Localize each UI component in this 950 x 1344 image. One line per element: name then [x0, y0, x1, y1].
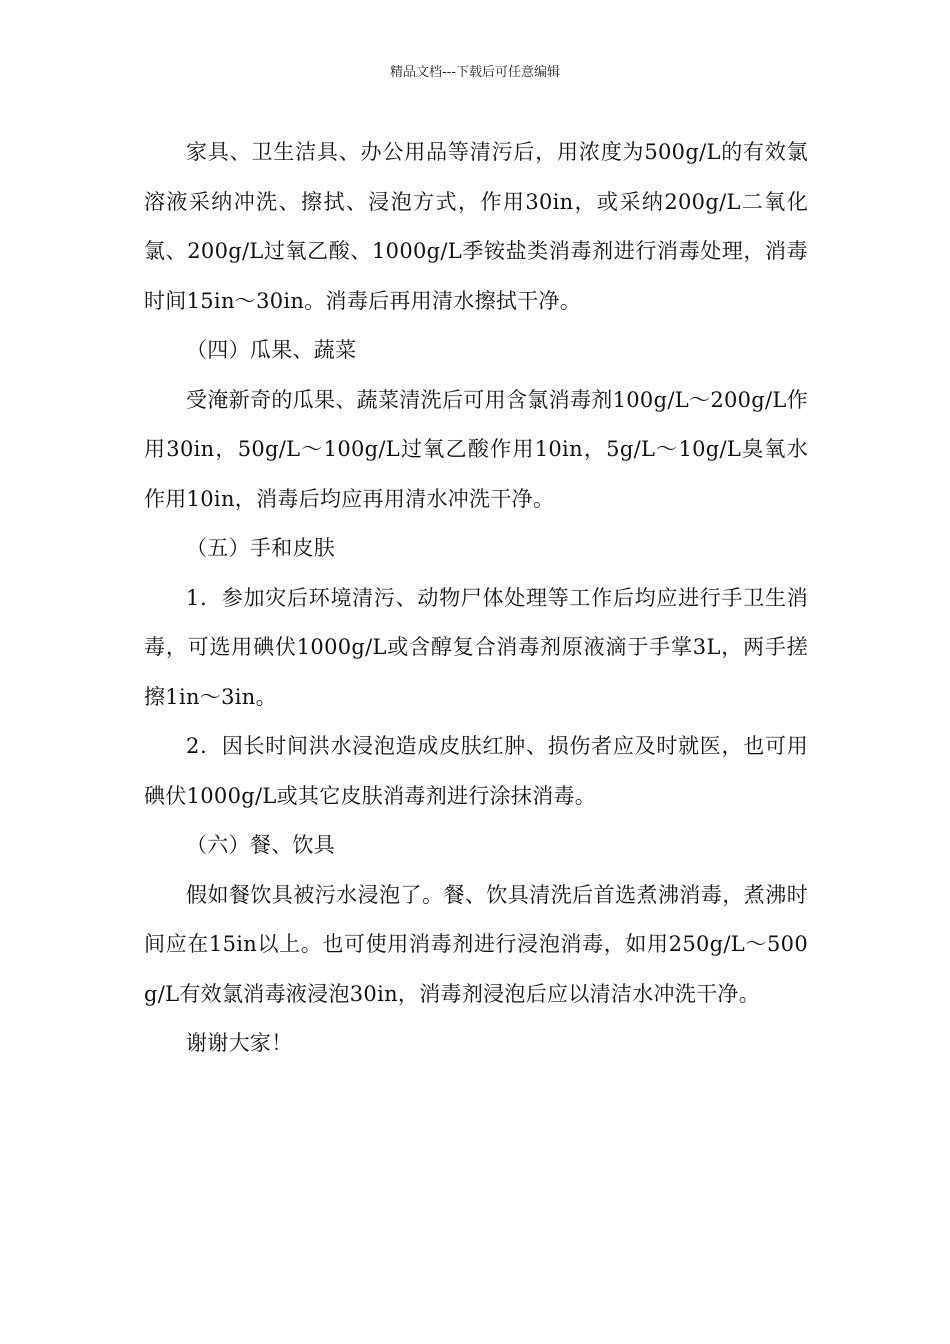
- paragraph-fruits-vegetables: 受淹新奇的瓜果、蔬菜清洗后可用含氯消毒剂100g/L～200g/L作用30in，50g/L～100g/L过氧乙酸作用10in，5g/L～10g/L臭氧水作用10in，消毒后均应再用清水冲洗干净。: [144, 387, 808, 511]
- section-heading-hands-skin: （五）手和皮肤: [186, 536, 336, 560]
- section-heading-tableware: （六）餐、饮具: [186, 833, 336, 857]
- document-body: [144, 128, 808, 1069]
- paragraph-tableware: 假如餐饮具被污水浸泡了。餐、饮具清洗后首选煮沸消毒，煮沸时间应在15in以上。也可使用消毒剂进行浸泡消毒，如用250g/L～500g/L有效氯消毒液浸泡30in，消毒剂浸泡后应以清洁水冲洗干净。: [144, 882, 808, 1006]
- paragraph-hand-hygiene: 1．参加灾后环境清污、动物尸体处理等工作后均应进行手卫生消毒，可选用碘伏1000g/L或含醇复合消毒剂原液滴于手掌3L，两手搓擦1in～3in。: [144, 585, 808, 709]
- section-heading-fruits-vegetables: （四）瓜果、蔬菜: [186, 338, 357, 362]
- closing-thanks: 谢谢大家！: [186, 1031, 293, 1055]
- paragraph-skin-injury: 2．因长时间洪水浸泡造成皮肤红肿、损伤者应及时就医，也可用碘伏1000g/L或其它皮肤消毒剂进行涂抹消毒。: [144, 734, 808, 808]
- page-header: 精品文档---下载后可任意编辑: [389, 65, 561, 80]
- paragraph-furniture-disinfection: 家具、卫生洁具、办公用品等清污后，用浓度为500g/L的有效氯溶液采纳冲洗、擦拭、浸泡方式，作用30in，或采纳200g/L二氧化氯、200g/L过氧乙酸、1000g/L季铵盐类消毒剂进行消毒处理，消毒时间15in～30in。消毒后再用清水擦拭干净。: [144, 140, 808, 313]
